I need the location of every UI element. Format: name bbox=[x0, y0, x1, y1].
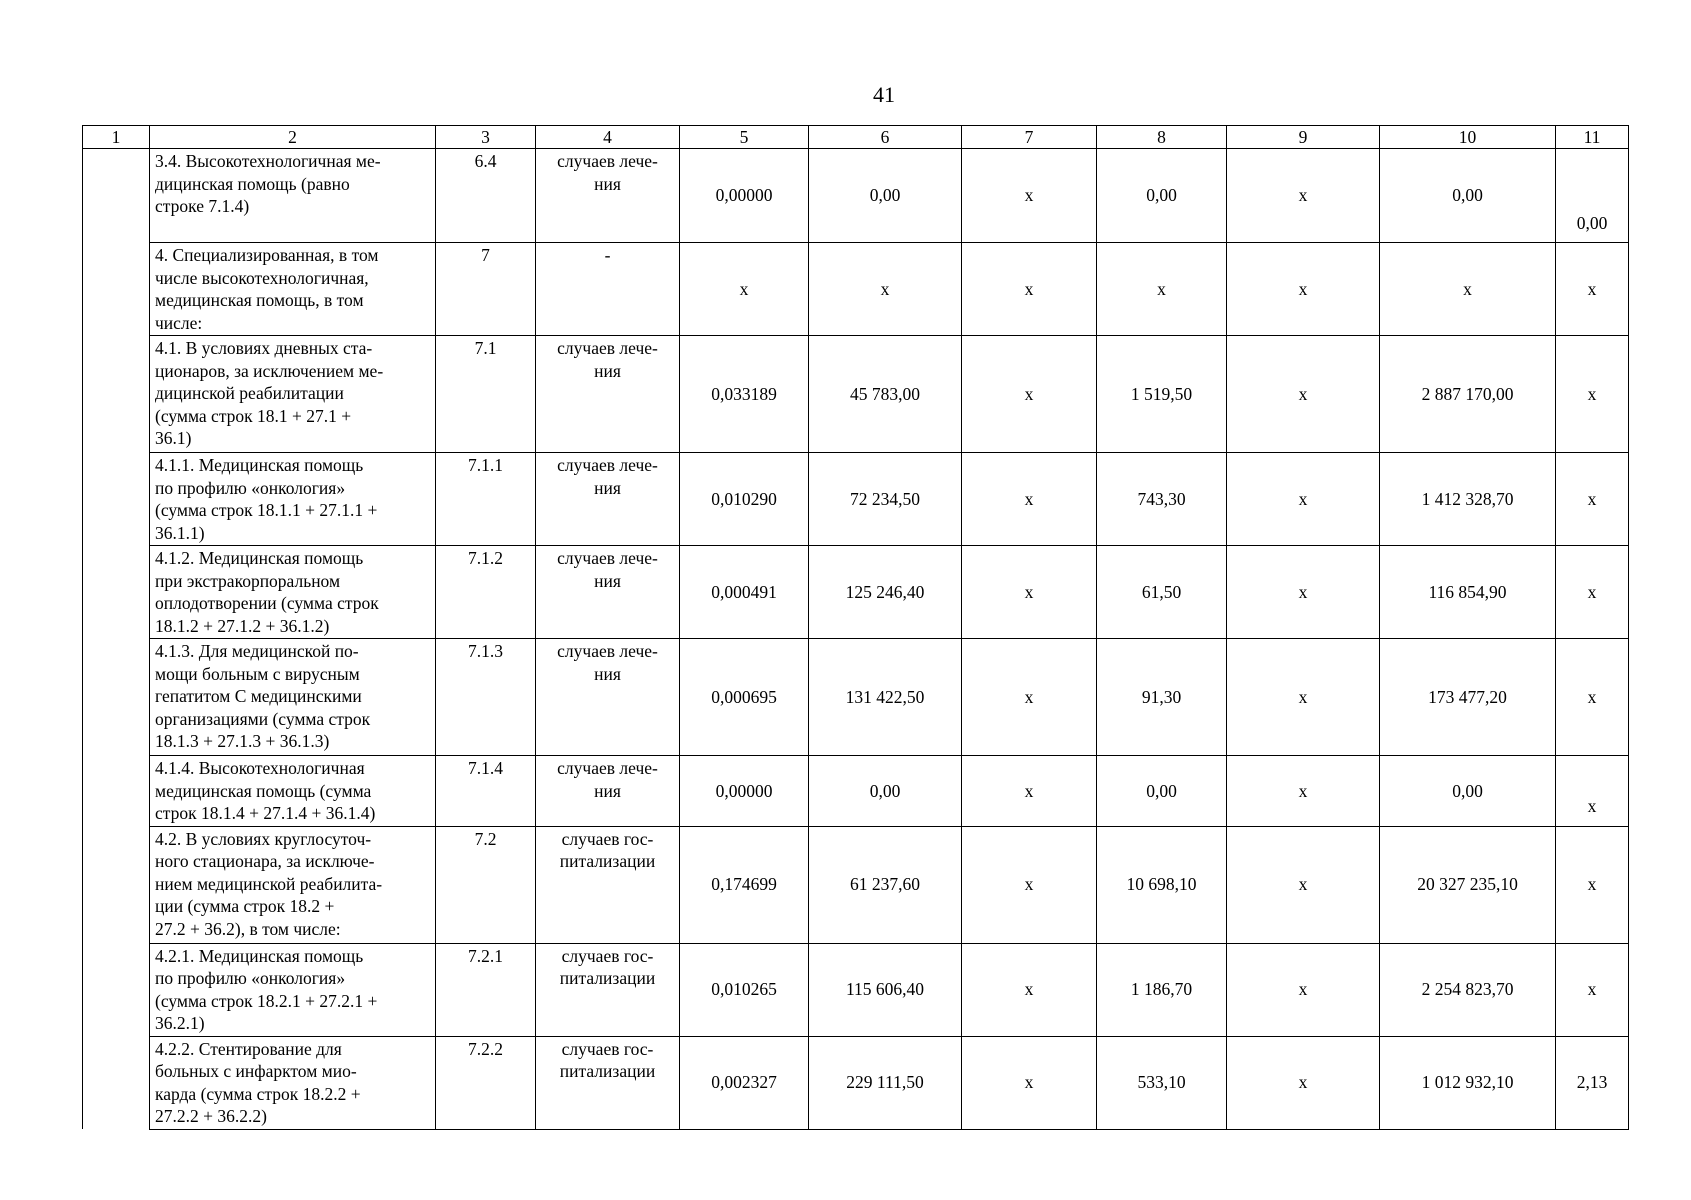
value-cell-col9: х bbox=[1227, 943, 1380, 1036]
value-cell-col8: 91,30 bbox=[1097, 639, 1227, 756]
value-cell-col6: 45 783,00 bbox=[809, 336, 962, 453]
value-cell-col9: х bbox=[1227, 149, 1380, 243]
value-cell-col10: 20 327 235,10 bbox=[1380, 826, 1556, 943]
value-cell-col10: 1 012 932,10 bbox=[1380, 1036, 1556, 1129]
value-cell-col10: х bbox=[1380, 243, 1556, 336]
value-cell-col11: х bbox=[1556, 756, 1629, 827]
value-cell-col10: 173 477,20 bbox=[1380, 639, 1556, 756]
empty-first-column-cell bbox=[83, 149, 150, 1130]
row-code-cell: 7.2.2 bbox=[436, 1036, 536, 1129]
row-unit-cell: - bbox=[536, 243, 680, 336]
row-name-cell: 4.1.1. Медицинская помощь по профилю «онкология» (сумма строк 18.1.1 + 27.1.1 + 36.1.1) bbox=[150, 453, 436, 546]
value-cell-col8: 0,00 bbox=[1097, 149, 1227, 243]
value-cell-col11: х bbox=[1556, 453, 1629, 546]
value-cell-col7: х bbox=[962, 243, 1097, 336]
row-code-cell: 6.4 bbox=[436, 149, 536, 243]
row-code-cell: 7.1.3 bbox=[436, 639, 536, 756]
value-cell-col7: х bbox=[962, 639, 1097, 756]
value-cell-col10: 2 887 170,00 bbox=[1380, 336, 1556, 453]
value-cell-col9: х bbox=[1227, 826, 1380, 943]
row-unit-cell: случаев лече- ния bbox=[536, 453, 680, 546]
row-unit-cell: случаев лече- ния bbox=[536, 639, 680, 756]
value-cell-col8: 61,50 bbox=[1097, 546, 1227, 639]
value-cell-col11: 0,00 bbox=[1556, 149, 1629, 243]
table-row bbox=[83, 756, 1629, 827]
value-cell-col11: х bbox=[1556, 639, 1629, 756]
row-name-cell: 4. Специализированная, в том числе высокотехнологичная, медицинская помощь, в том числе: bbox=[150, 243, 436, 336]
table-row bbox=[83, 336, 1629, 453]
row-unit-cell: случаев лече- ния bbox=[536, 336, 680, 453]
value-cell-col6: 131 422,50 bbox=[809, 639, 962, 756]
value-cell-col9: х bbox=[1227, 546, 1380, 639]
value-cell-col7: х bbox=[962, 756, 1097, 827]
column-header: 2 bbox=[150, 126, 436, 149]
table-row bbox=[83, 1036, 1629, 1129]
row-name-cell: 4.2.1. Медицинская помощь по профилю «онкология» (сумма строк 18.2.1 + 27.2.1 + 36.2.1) bbox=[150, 943, 436, 1036]
value-cell-col8: 1 186,70 bbox=[1097, 943, 1227, 1036]
table-row bbox=[83, 826, 1629, 943]
row-name-cell: 4.1.4. Высокотехнологичная медицинская помощь (сумма строк 18.1.4 + 27.1.4 + 36.1.4) bbox=[150, 756, 436, 827]
value-cell-col10: 1 412 328,70 bbox=[1380, 453, 1556, 546]
value-cell-col10: 0,00 bbox=[1380, 756, 1556, 827]
row-code-cell: 7.2.1 bbox=[436, 943, 536, 1036]
value-cell-col9: х bbox=[1227, 639, 1380, 756]
table-row bbox=[83, 546, 1629, 639]
value-cell-col6: 125 246,40 bbox=[809, 546, 962, 639]
table-row bbox=[83, 943, 1629, 1036]
value-cell-col6: 0,00 bbox=[809, 149, 962, 243]
row-code-cell: 7.1.4 bbox=[436, 756, 536, 827]
row-code-cell: 7.1.1 bbox=[436, 453, 536, 546]
value-cell-col8: 0,00 bbox=[1097, 756, 1227, 827]
value-cell-col7: х bbox=[962, 149, 1097, 243]
value-cell-col5: 0,000695 bbox=[680, 639, 809, 756]
table-row bbox=[83, 243, 1629, 336]
table-row bbox=[83, 149, 1629, 243]
column-header: 11 bbox=[1556, 126, 1629, 149]
column-header: 10 bbox=[1380, 126, 1556, 149]
value-cell-col11: х bbox=[1556, 336, 1629, 453]
page-number: 41 bbox=[873, 82, 895, 107]
value-cell-col7: х bbox=[962, 546, 1097, 639]
value-cell-col10: 0,00 bbox=[1380, 149, 1556, 243]
value-cell-col11: х bbox=[1556, 943, 1629, 1036]
row-code-cell: 7 bbox=[436, 243, 536, 336]
value-cell-col9: х bbox=[1227, 336, 1380, 453]
table-row bbox=[83, 639, 1629, 756]
value-cell-col5: 0,00000 bbox=[680, 756, 809, 827]
value-cell-col8: х bbox=[1097, 243, 1227, 336]
column-header: 5 bbox=[680, 126, 809, 149]
value-cell-col7: х bbox=[962, 453, 1097, 546]
indicators-table bbox=[82, 125, 1629, 1130]
value-cell-col9: х bbox=[1227, 1036, 1380, 1129]
value-cell-col8: 10 698,10 bbox=[1097, 826, 1227, 943]
value-cell-col6: 61 237,60 bbox=[809, 826, 962, 943]
row-name-cell: 4.2.2. Стентирование для больных с инфарктом мио- карда (сумма строк 18.2.2 + 27.2.2 + 36.2.2) bbox=[150, 1036, 436, 1129]
row-unit-cell: случаев лече- ния bbox=[536, 546, 680, 639]
row-code-cell: 7.1.2 bbox=[436, 546, 536, 639]
column-header: 9 bbox=[1227, 126, 1380, 149]
row-unit-cell: случаев гос- питализации bbox=[536, 1036, 680, 1129]
value-cell-col8: 743,30 bbox=[1097, 453, 1227, 546]
row-name-cell: 4.2. В условиях круглосуточ- ного стационара, за исключе- нием медицинской реабилита- ции (сумма строк 18.2 + 27.2 + 36.2), в том числе: bbox=[150, 826, 436, 943]
value-cell-col11: х bbox=[1556, 826, 1629, 943]
row-unit-cell: случаев лече- ния bbox=[536, 756, 680, 827]
value-cell-col11: 2,13 bbox=[1556, 1036, 1629, 1129]
value-cell-col6: 115 606,40 bbox=[809, 943, 962, 1036]
row-unit-cell: случаев гос- питализации bbox=[536, 826, 680, 943]
value-cell-col8: 533,10 bbox=[1097, 1036, 1227, 1129]
value-cell-col7: х bbox=[962, 1036, 1097, 1129]
value-cell-col6: 229 111,50 bbox=[809, 1036, 962, 1129]
value-cell-col7: х bbox=[962, 336, 1097, 453]
row-name-cell: 4.1.3. Для медицинской по- мощи больным с вирусным гепатитом С медицинскими организациями (сумма строк 18.1.3 + 27.1.3 + 36.1.3) bbox=[150, 639, 436, 756]
row-unit-cell: случаев гос- питализации bbox=[536, 943, 680, 1036]
column-header: 8 bbox=[1097, 126, 1227, 149]
value-cell-col6: х bbox=[809, 243, 962, 336]
value-cell-col6: 72 234,50 bbox=[809, 453, 962, 546]
value-cell-col11: х bbox=[1556, 243, 1629, 336]
value-cell-col5: 0,174699 bbox=[680, 826, 809, 943]
column-header: 3 bbox=[436, 126, 536, 149]
value-cell-col11: х bbox=[1556, 546, 1629, 639]
table-row bbox=[83, 453, 1629, 546]
table-body bbox=[83, 149, 1629, 1130]
value-cell-col9: х bbox=[1227, 453, 1380, 546]
column-header: 4 bbox=[536, 126, 680, 149]
table-header-row bbox=[83, 126, 1629, 149]
value-cell-col5: 0,002327 bbox=[680, 1036, 809, 1129]
value-cell-col5: 0,010290 bbox=[680, 453, 809, 546]
row-unit-cell: случаев лече- ния bbox=[536, 149, 680, 243]
value-cell-col5: 0,033189 bbox=[680, 336, 809, 453]
value-cell-col6: 0,00 bbox=[809, 756, 962, 827]
row-code-cell: 7.2 bbox=[436, 826, 536, 943]
value-cell-col7: х bbox=[962, 943, 1097, 1036]
value-cell-col5: х bbox=[680, 243, 809, 336]
column-header: 7 bbox=[962, 126, 1097, 149]
row-name-cell: 3.4. Высокотехнологичная ме- дицинская помощь (равно строке 7.1.4) bbox=[150, 149, 436, 243]
value-cell-col9: х bbox=[1227, 756, 1380, 827]
row-code-cell: 7.1 bbox=[436, 336, 536, 453]
value-cell-col7: х bbox=[962, 826, 1097, 943]
column-header: 6 bbox=[809, 126, 962, 149]
value-cell-col5: 0,010265 bbox=[680, 943, 809, 1036]
column-header: 1 bbox=[83, 126, 150, 149]
value-cell-col5: 0,000491 bbox=[680, 546, 809, 639]
value-cell-col9: х bbox=[1227, 243, 1380, 336]
value-cell-col10: 116 854,90 bbox=[1380, 546, 1556, 639]
value-cell-col5: 0,00000 bbox=[680, 149, 809, 243]
value-cell-col8: 1 519,50 bbox=[1097, 336, 1227, 453]
value-cell-col10: 2 254 823,70 bbox=[1380, 943, 1556, 1036]
row-name-cell: 4.1.2. Медицинская помощь при экстракорпоральном оплодотворении (сумма строк 18.1.2 + 27.1.2 + 36.1.2) bbox=[150, 546, 436, 639]
row-name-cell: 4.1. В условиях дневных ста- ционаров, за исключением ме- дицинской реабилитации (сумма строк 18.1 + 27.1 + 36.1) bbox=[150, 336, 436, 453]
